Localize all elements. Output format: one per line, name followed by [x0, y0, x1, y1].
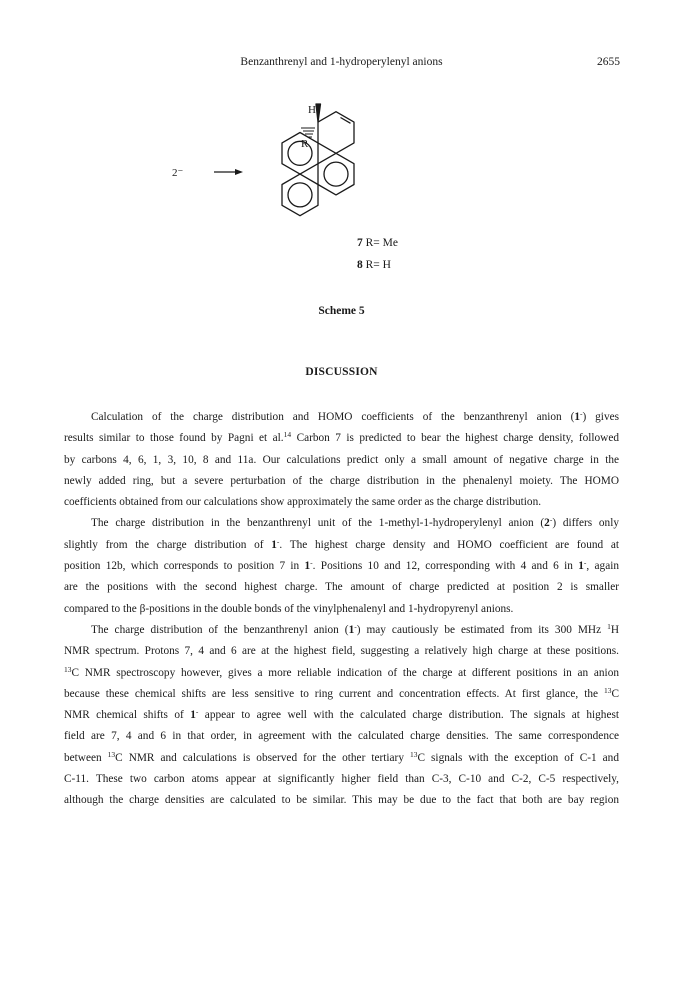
- body-line: $^{13}$C NMR spectroscopy however, gives a more reliable indication of the charge at different positions in an anion: [64, 664, 619, 679]
- scheme-title: Scheme 5: [318, 305, 365, 317]
- section-heading: DISCUSSION: [305, 366, 378, 378]
- body-line: newly added ring, but a severe perturbation of the charge distribution in the phenalenyl moiety. The HOMO: [64, 474, 619, 487]
- compound-number: 8: [357, 259, 363, 271]
- lead-label: 2⁻: [172, 167, 184, 179]
- h-label: H: [308, 104, 316, 116]
- compound-caption-7: [357, 237, 398, 249]
- body-line: compared to the β-positions in the double bonds of the vinylphenalenyl and 1-hydropyrenyl anions.: [64, 602, 514, 615]
- body-line: field are 7, 4 and 6 in that order, in agreement with the calculated charge densities. The same correspondence: [64, 730, 619, 743]
- page-number: 2655: [597, 56, 620, 68]
- r-label: R: [301, 138, 309, 150]
- body-line: Calculation of the charge distribution and HOMO coefficients of the benzanthrenyl anion (1-) gives: [91, 409, 619, 423]
- running-title: Benzanthrenyl and 1-hydroperylenyl anions: [240, 56, 443, 68]
- body-line: position 12b, which corresponds to position 7 in 1-. Positions 10 and 12, corresponding with 4 and 6 in 1-, again: [64, 558, 619, 573]
- body-line: NMR spectrum. Protons 7, 4 and 6 are at the highest field, suggesting a relatively high charge at these positions.: [64, 645, 619, 658]
- body-line: between $^{13}$C NMR and calculations is observed for the other tertiary $^{13}$C signals with the exception of C-1 and: [64, 749, 619, 764]
- body-line: slightly from the charge distribution of 1-. The highest charge density and HOMO coefficient are found at: [64, 536, 619, 551]
- scheme-5-structure: [160, 100, 520, 300]
- compound-substituent: R= Me: [362, 237, 398, 249]
- body-line: The charge distribution in the benzanthrenyl unit of the 1-methyl-1-hydroperylenyl anion (2-) differs only: [91, 515, 619, 530]
- arrow-head: [235, 169, 243, 175]
- compound-substituent: R= H: [362, 259, 391, 271]
- body-line: although the charge densities are calculated to be similar. This may be due to the fact that both are bay region: [64, 794, 619, 807]
- body-line: NMR chemical shifts of 1- appear to agree well with the calculated charge distribution. The signals at highest: [64, 707, 619, 722]
- body-line: results similar to those found by Pagni et al.$^{14}$ Carbon 7 is predicted to bear the highest charge density, followed: [64, 430, 619, 445]
- body-text: [64, 407, 619, 812]
- body-line: coefficients obtained from our calculations show approximately the same order as the charge distribution.: [64, 496, 542, 509]
- body-line: C-11. These two carbon atoms appear at significantly higher field than C-3, C-10 and C-2, C-5 respectively,: [64, 773, 619, 786]
- body-line: are the positions with the second highest charge. The amount of charge predicted at position 2 is smaller: [64, 581, 619, 594]
- body-line: The charge distribution of the benzanthrenyl anion (1-) may cautiously be estimated from its 300 MHz $^1$H: [91, 621, 619, 636]
- compound-caption-8: [357, 259, 391, 271]
- body-line: because these chemical shifts are less sensitive to ring current and concentration effects. At first glance, the $^{13}$C: [64, 685, 619, 700]
- body-line: by carbons 4, 6, 1, 3, 10, 8 and 11a. Our calculations predict only a small amount of negative charge in the: [64, 453, 619, 466]
- compound-number: 7: [357, 237, 363, 249]
